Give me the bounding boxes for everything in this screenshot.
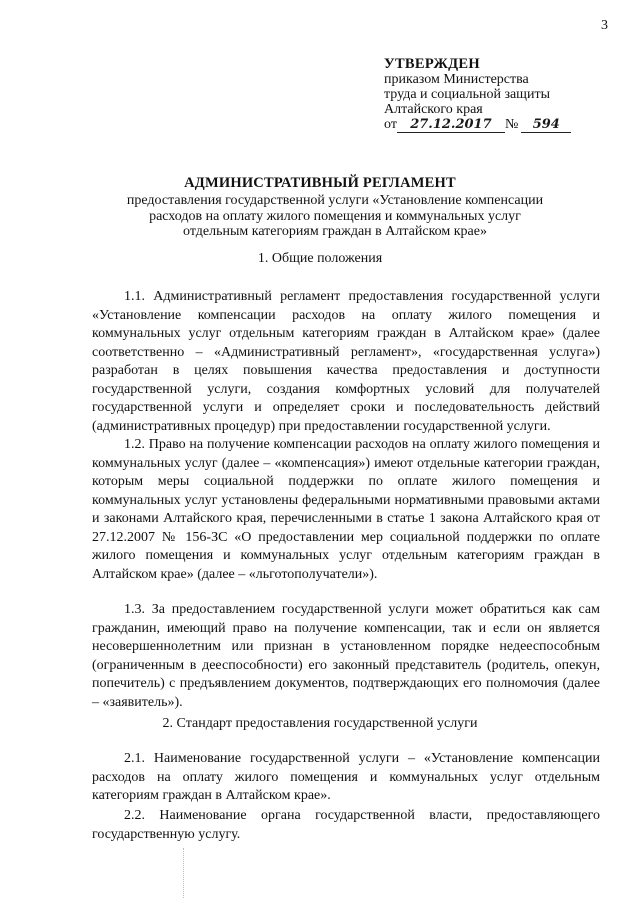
- paragraph-1-1: 1.1. Административный регламент предоставления государственной услуги «Установление компенсации расходов на оплату жилого помещения и коммунальных услуг отдельным категориям граждан в Алтайском крае» (далее соответственно – «Административный регламент», «государственная услуга») разработан в целях повышения качества предоставления и доступности государственной услуги, создания комфортных условий для получателей государственной услуги и определяет сроки и последовательность действий (административных процедур) при предоставлении государственной услуги.: [92, 289, 600, 434]
- document-title: АДМИНИСТРАТИВНЫЙ РЕГЛАМЕНТ: [184, 175, 456, 191]
- scan-artifact: [183, 848, 185, 898]
- paragraph-2-2: 2.2. Наименование органа государственной власти, предоставляющего государственную услугу.: [92, 808, 600, 842]
- handwritten-date: 27.12.2017: [397, 118, 505, 133]
- approval-line: приказом Министерства: [384, 72, 529, 87]
- approval-line: труда и социальной защиты: [384, 87, 550, 102]
- date-prefix: от: [384, 117, 397, 132]
- approval-line: Алтайского края: [384, 102, 483, 117]
- approval-date-number-line: [384, 117, 604, 133]
- handwritten-number: 594: [521, 118, 571, 133]
- number-prefix: №: [504, 117, 519, 132]
- approval-title: УТВЕРЖДЕН: [384, 56, 480, 72]
- section-heading-general: 1. Общие положения: [257, 251, 383, 266]
- document-subtitle: предоставления государственной услуги «Установление компенсации расходов на оплату жилого помещения и коммунальных услуг отдельным категориям граждан в Алтайском крае»: [126, 193, 544, 239]
- paragraph-2-1: 2.1. Наименование государственной услуги – «Установление компенсации расходов на оплату жилого помещения и коммунальных услуг отдельным категориям граждан в Алтайском крае».: [92, 751, 600, 803]
- paragraph-1-2: 1.2. Право на получение компенсации расходов на оплату жилого помещения и коммунальных услуг (далее – «компенсация») имеют отдельные категории граждан, которым меры социальной поддержки по оплате жилого помещения и коммунальных услуг установлены федеральными нормативными правовыми актами и законами Алтайского края, перечисленными в статье 1 закона Алтайского края от 27.12.2007 № 156-ЗС «О предоставлении мер социальной поддержки по оплате жилого помещения и коммунальных услуг отдельным категориям граждан в Алтайском крае» (далее – «льготополучатели»).: [92, 437, 600, 582]
- section-heading-standard: 2. Стандарт предоставления государственной услуги: [162, 716, 478, 731]
- paragraph-1-3: 1.3. За предоставлением государственной услуги может обратиться как сам гражданин, имеющий право на получение компенсации, так и если он является несовершеннолетним или признан в установленном порядке недееспособным (ограниченным в дееспособности) его законный представитель (родитель, опекун, попечитель) с предъявлением документов, подтверждающих его полномочия (далее – «заявитель»).: [92, 602, 600, 710]
- approval-stamp-block: [384, 57, 604, 133]
- page-number: 3: [601, 18, 608, 33]
